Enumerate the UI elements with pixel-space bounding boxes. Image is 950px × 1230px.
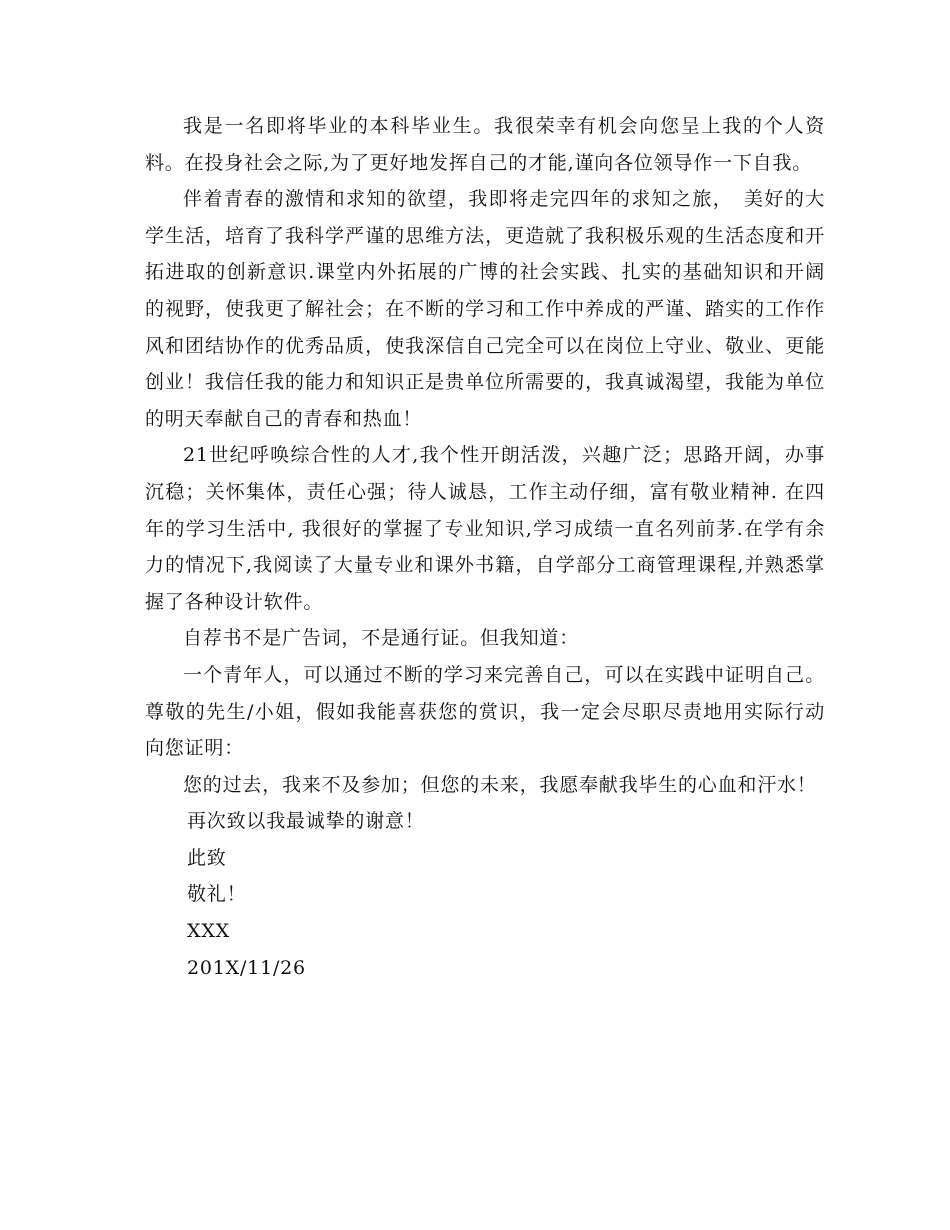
closing-thanks: 再次致以我最诚挚的谢意！: [187, 810, 425, 833]
paragraph-recommendation: 自荐书不是广告词，不是通行证。但我知道：: [183, 627, 580, 650]
paragraph-talent: 21世纪呼唤综合性的人才,我个性开朗活泼，兴趣广泛；思路开阔，办事沉稳；关怀集体，责任心强；待人诚恳，工作主动仔细，富有敬业精神. 在四年的学习生活中, 我很好的掌握了专业知识,学习成绩一直名列前茅.在学有余力的情况下,我阅读了大量专业和课外书籍，自学部分工商管理课程,并熟悉掌握了各种设计软件。: [145, 444, 825, 613]
paragraph-future: 您的过去，我来不及参加；但您的未来，我愿奉献我毕生的心血和汗水！: [183, 773, 817, 796]
letter-body: [145, 108, 825, 986]
date: 201X/11/26: [187, 956, 306, 979]
paragraph-youth: 伴着青春的激情和求知的欲望，我即将走完四年的求知之旅， 美好的大学生活，培育了我科学严谨的思维方法，更造就了我积极乐观的生活态度和开拓进取的创新意识.课堂内外拓展的广博的社会实践、扎实的基础知识和开阔的视野，使我更了解社会；在不断的学习和工作中养成的严谨、踏实的工作作风和团结协作的优秀品质，使我深信自己完全可以在岗位上守业、敬业、更能创业！我信任我的能力和知识正是贵单位所需要的，我真诚渴望，我能为单位的明天奉献自己的青春和热血！: [145, 188, 825, 430]
paragraph-intro: 我是一名即将毕业的本科毕业生。我很荣幸有机会向您呈上我的个人资料。在投身社会之际,为了更好地发挥自己的才能,谨向各位领导作一下自我。: [145, 115, 825, 174]
paragraph-young-person: 一个青年人，可以通过不断的学习来完善自己，可以在实践中证明自己。尊敬的先生/小姐，假如我能喜获您的赏识，我一定会尽职尽责地用实际行动向您证明：: [145, 663, 825, 760]
closing-salutation-1: 此致: [187, 846, 227, 869]
signature: XXX: [187, 920, 230, 943]
closing-salutation-2: 敬礼！: [187, 883, 247, 906]
